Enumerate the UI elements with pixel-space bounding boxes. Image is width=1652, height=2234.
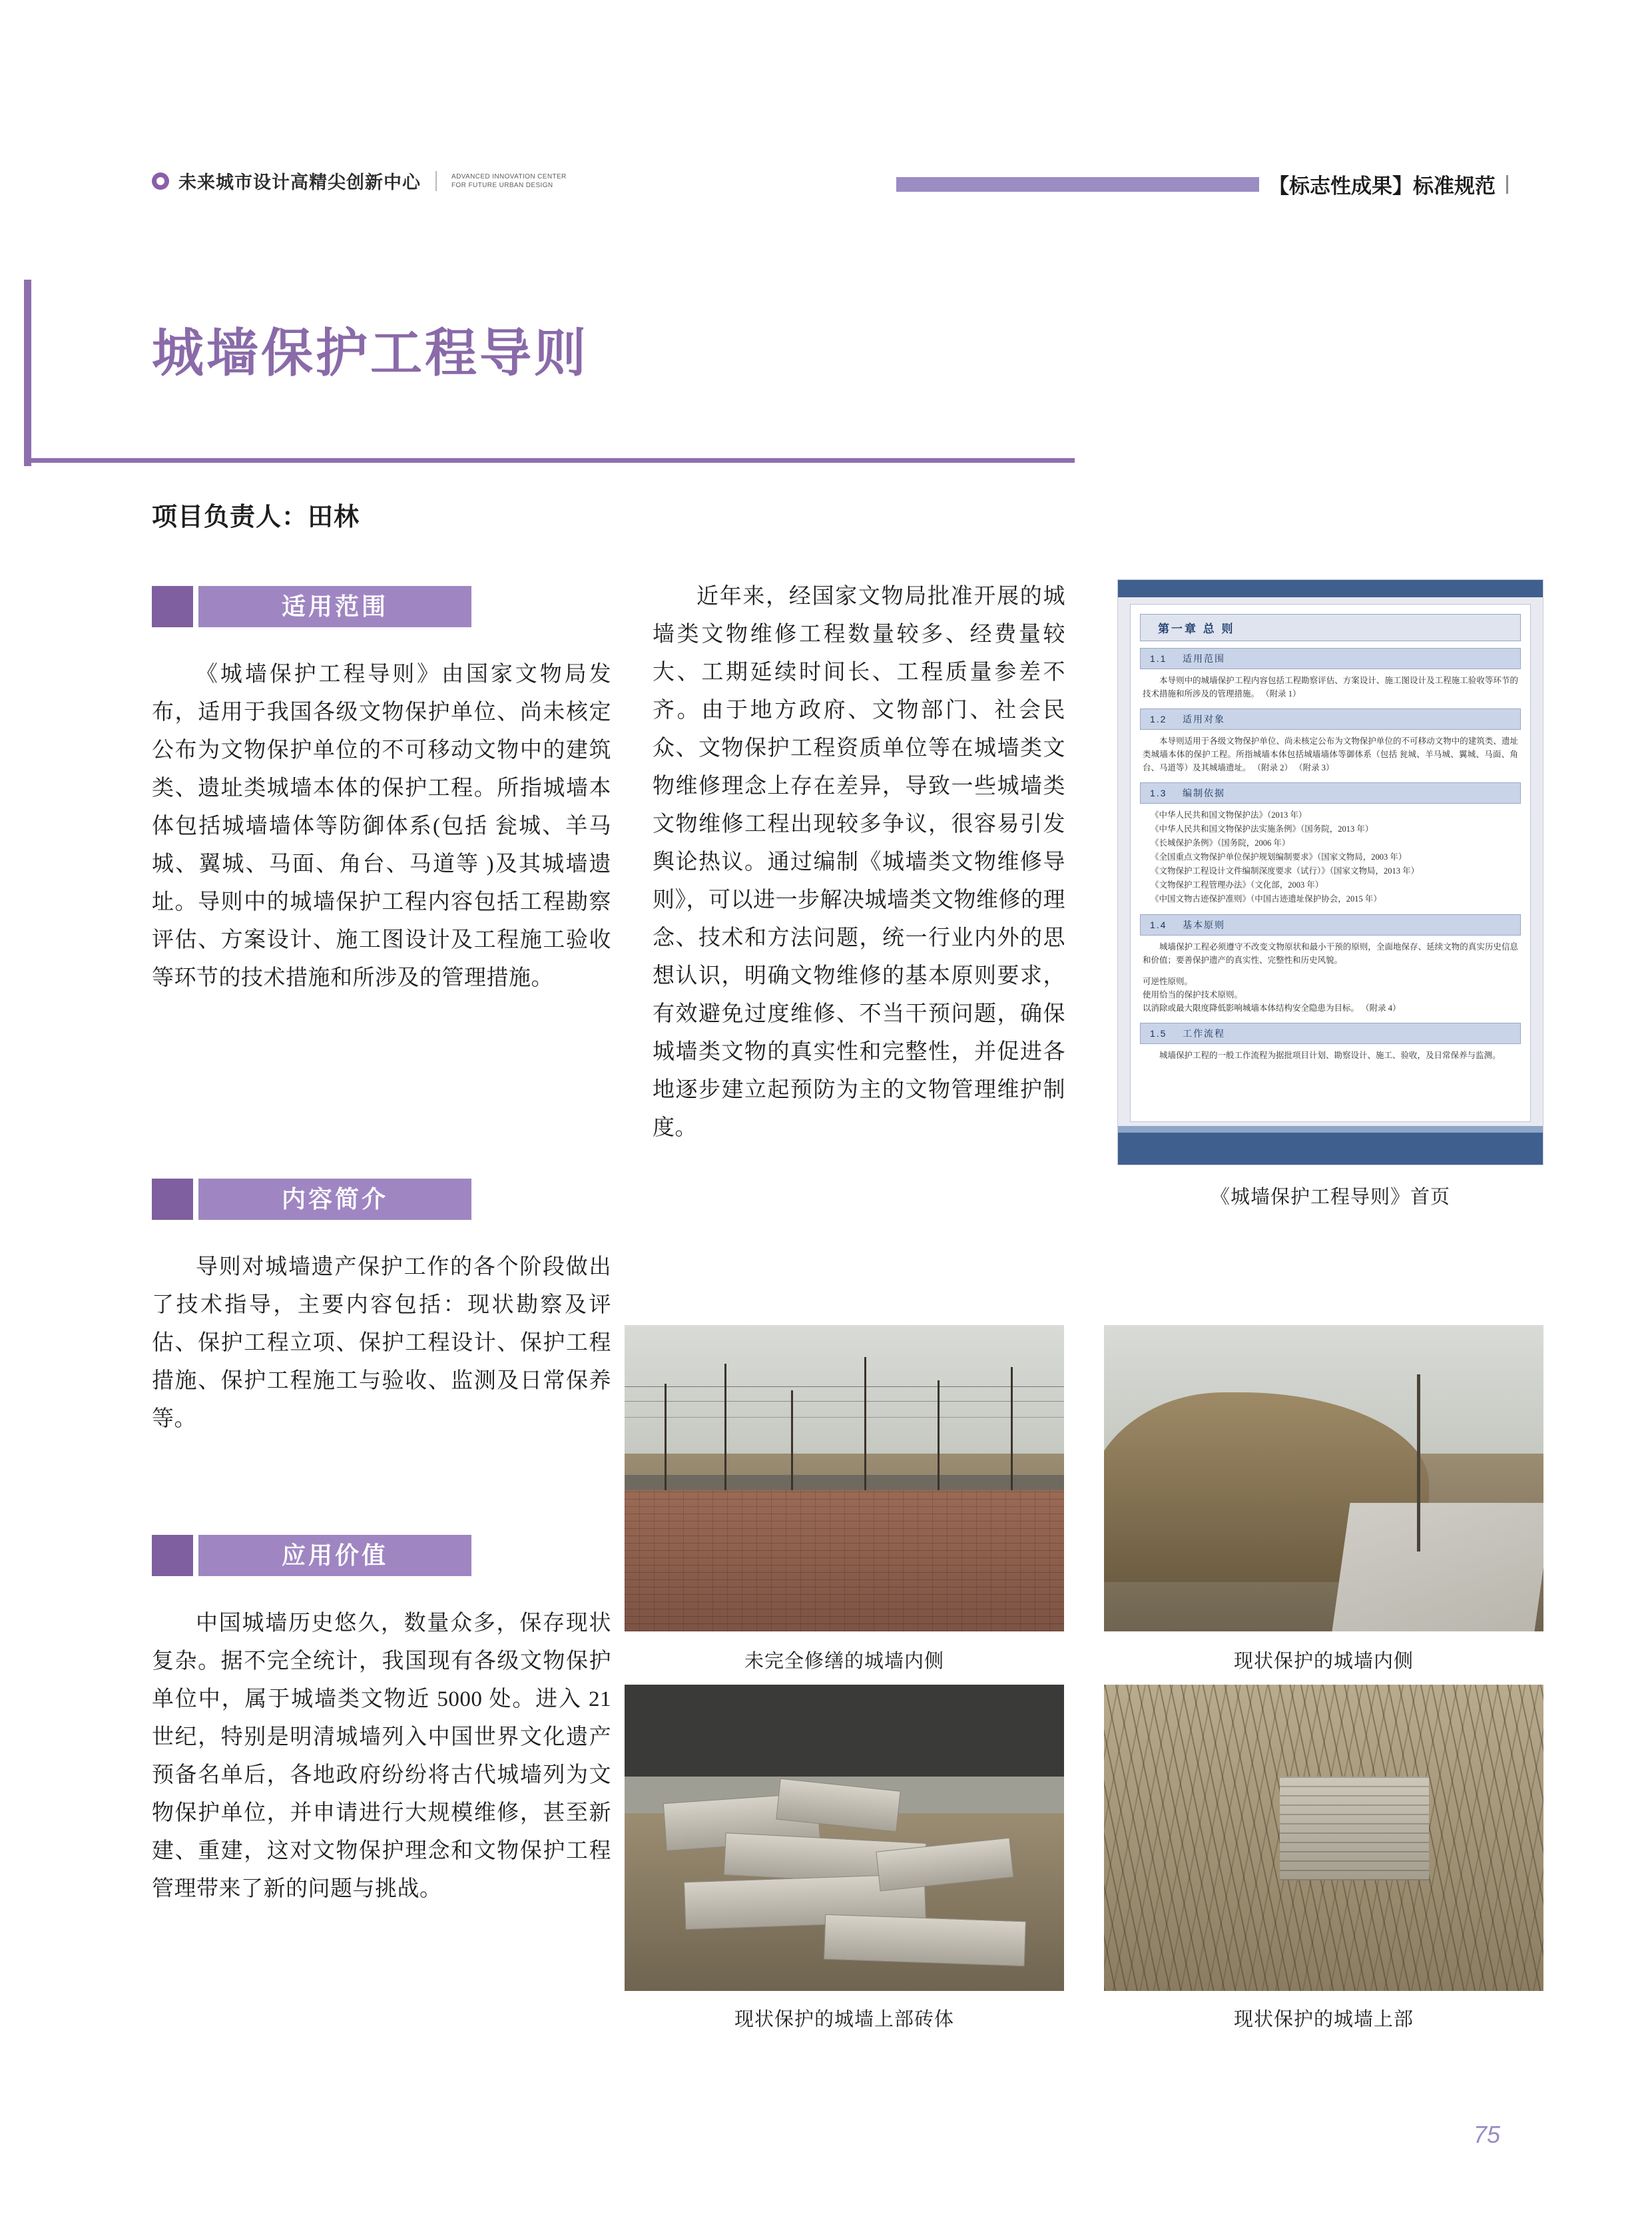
photo-preserved-upper-wall xyxy=(1104,1685,1543,1991)
document-cover-image xyxy=(1117,579,1543,1165)
logo-chinese-name: 未来城市设计高精尖创新中心 xyxy=(178,172,421,192)
logo-english-line-1: ADVANCED INNOVATION CENTER xyxy=(451,172,567,180)
photo-caption-2: 现状保护的城墙内侧 xyxy=(1233,1651,1414,1672)
section-tab-icon xyxy=(152,586,193,627)
photo-caption-1: 未完全修缮的城墙内侧 xyxy=(744,1651,944,1672)
photo-sky xyxy=(625,1325,1064,1454)
doc-section-4-body: 城墙保护工程必须遵守不改变文物原状和最小干预的原则，全面地保存、延续文物的真实历史信息和价值；要善保护遗产的真实性、完整性和历史风貌。 xyxy=(1143,942,1518,965)
photo-tree xyxy=(724,1364,726,1490)
doc-section-3-heading xyxy=(1140,782,1521,804)
photo-tree xyxy=(791,1390,793,1490)
doc-reference-item: 《全国重点文物保护单位保护规划编制要求》（国家文物局，2003 年） xyxy=(1151,852,1407,862)
title-underline-rule xyxy=(24,458,1075,463)
doc-chapter-heading: 第一章 总 则 xyxy=(1140,614,1521,641)
doc-reference-item: 《长城保护条例》（国务院，2006 年） xyxy=(1151,838,1290,848)
photo-unrepaired-inner-wall xyxy=(625,1325,1064,1631)
doc-section-4-heading xyxy=(1140,914,1521,936)
header-right xyxy=(896,169,1508,199)
doc-principle-item: 以消除或最大限度降低影响城墙本体结构安全隐患为目标。 （附录 4） xyxy=(1143,1003,1401,1013)
doc-section-1-heading xyxy=(1140,648,1521,669)
doc-section-3-number: 1.3 xyxy=(1150,788,1167,798)
photo-tree xyxy=(864,1357,866,1490)
logo-mark-icon xyxy=(152,172,169,190)
left-accent-rule xyxy=(24,280,31,466)
photo-caption-3: 现状保护的城墙上部砖体 xyxy=(734,2009,954,2030)
doc-cover-bottom-accent xyxy=(1118,1126,1543,1133)
page-header xyxy=(0,85,1652,198)
doc-cover-top-bar xyxy=(1118,580,1543,597)
section-tab-icon xyxy=(152,1179,193,1220)
doc-principle-item: 使用恰当的保护技术原则。 xyxy=(1143,990,1243,999)
header-accent-bar xyxy=(896,177,1259,192)
project-lead: 项目负责人：田林 xyxy=(152,503,360,531)
logo xyxy=(152,168,567,194)
doc-section-3-list xyxy=(1151,808,1518,906)
photo-wall-cap xyxy=(625,1475,1064,1490)
photo-tree xyxy=(938,1380,940,1490)
doc-reference-item: 《中国文物古迹保护准则》（中国古迹遗址保护协会，2015 年） xyxy=(1151,894,1382,904)
photo-preserved-inner-wall xyxy=(1104,1325,1543,1631)
section-tab-icon xyxy=(152,1535,193,1576)
logo-divider xyxy=(435,171,437,191)
doc-reference-item: 《中华人民共和国文物保护法实施条例》（国务院，2013 年） xyxy=(1151,824,1374,834)
doc-reference-item: 《中华人民共和国文物保护法》（2013 年） xyxy=(1151,810,1307,820)
doc-reference-item: 《文物保护工程管理办法》（文化部，2003 年） xyxy=(1151,880,1324,890)
doc-section-2-heading xyxy=(1140,708,1521,730)
doc-principle-item: 可逆性原则。 xyxy=(1143,977,1193,986)
doc-section-2-number: 1.2 xyxy=(1150,714,1167,724)
doc-section-2-title: 适用对象 xyxy=(1183,714,1226,724)
section-body-summary: 导则对城墙遗产保护工作的各个阶段做出了技术指导，主要内容包括：现状勘察及评估、保护工程立项、保护工程设计、保护工程措施、保护工程施工与验收、监测及日常保养等。 xyxy=(152,1255,611,1431)
page-number: 75 xyxy=(1473,2121,1500,2148)
photo-tree xyxy=(665,1384,667,1490)
doc-section-5-title: 工作流程 xyxy=(1183,1028,1226,1039)
doc-cover-bottom-bar xyxy=(1118,1133,1543,1165)
photo-tree xyxy=(1011,1367,1013,1490)
logo-english-line-2: FOR FUTURE URBAN DESIGN xyxy=(451,181,553,189)
doc-section-4-title: 基本原则 xyxy=(1183,920,1226,930)
doc-reference-item: 《文物保护工程设计文件编制深度要求（试行）》（国家文物局，2013 年） xyxy=(1151,866,1420,876)
doc-section-4-number: 1.4 xyxy=(1150,920,1167,930)
header-title: 【标志性成果】标准规范 xyxy=(1268,174,1496,198)
photo-utility-pole xyxy=(1417,1374,1420,1552)
section-heading-summary-label: 内容简介 xyxy=(281,1185,388,1213)
middle-column-body: 近年来，经国家文物局批准开展的城墙类文物维修工程数量较多、经费量较大、工期延续时间长、工程质量参差不齐。由于地方政府、文物部门、社会民众、文物保护工程资质单位等在城墙类文物维修理念上存在差异，导致一些城墙类文物维修工程出现较多争议，很容易引发舆论热议。通过编制《城墙类文物维修导则》，可以进一步解决城墙类文物维修的理念、技术和方法问题，统一行业内外的思想认识，明确文物维修的基本原则要求，有效避免过度维修、不当干预问题，确保城墙类文物的真实性和完整性，并促进各地逐步建立起预防为主的文物管理维护制度。 xyxy=(653,585,1065,1140)
doc-section-3-title: 编制依据 xyxy=(1183,788,1226,798)
doc-cover-page xyxy=(1130,604,1531,1122)
doc-section-5-body: 城墙保护工程的一般工作流程为据批项目计划、勘察设计、施工、验收，及日常保养与监测。 xyxy=(1159,1051,1501,1060)
photo-brick-wall xyxy=(625,1490,1064,1631)
doc-section-1-number: 1.1 xyxy=(1150,653,1167,664)
section-heading-summary xyxy=(152,1179,471,1220)
section-heading-value xyxy=(152,1535,471,1576)
photo-rubble-slab xyxy=(824,1914,1026,1966)
doc-section-1-title: 适用范围 xyxy=(1183,653,1226,664)
doc-section-5-heading xyxy=(1140,1023,1521,1044)
photo-power-lines xyxy=(625,1386,1064,1387)
photo-background-shade xyxy=(625,1685,1064,1777)
document-cover-caption: 《城墙保护工程导则》首页 xyxy=(1210,1187,1450,1208)
doc-section-1-body: 本导则中的城墙保护工程内容包括工程勘察评估、方案设计、施工图设计及工程施工验收等环节的技术措施和所涉及的管理措施。 （附录 1） xyxy=(1143,676,1518,698)
section-body-value: 中国城墙历史悠久，数量众多，保存现状复杂。据不完全统计，我国现有各级文物保护单位中，属于城墙类文物近 5000 处。进入 21 世纪，特别是明清城墙列入中国世界文化遗产预备名单后，各地政府纷纷将古代城墙列为文物保护单位，并申请进行大规模维修，甚至新建、重建，这对文物保护理念和文物保护工程管理带来了新的问题与挑战。 xyxy=(152,1611,611,1901)
doc-section-2-body: 本导则适用于各级文物保护单位、尚未核定公布为文物保护单位的不可移动文物中的建筑类、遗址类城墙本体的保护工程。所指城墙本体包括城墙墙体等御体系（包括 瓮城、羊马城、翼城、马面、角台、马道等）及其城墙遗址。 （附录 2） （附录 3） xyxy=(1143,736,1518,772)
photo-preserved-upper-brick xyxy=(625,1685,1064,1991)
section-body-scope: 《城墙保护工程导则》由国家文物局发布，适用于我国各级文物保护单位、尚未核定公布为文物保护单位的不可移动文物中的建筑类、遗址类城墙本体的保护工程。所指城墙本体包括城墙墙体等防御体系(包括 瓮城、羊马城、翼城、马面、角台、马道等 )及其城墙遗址。导则中的城墙保护工程内容包括工程勘察评估、方案设计、施工图设计及工程施工验收等环节的技术措施和所涉及的管理措施。 xyxy=(152,663,611,990)
page-title: 城墙保护工程导则 xyxy=(152,324,589,382)
photo-caption-4: 现状保护的城墙上部 xyxy=(1233,2009,1414,2030)
photo-road xyxy=(1332,1503,1543,1631)
section-heading-scope xyxy=(152,586,471,627)
doc-section-4-principles xyxy=(1143,975,1518,1015)
header-tick-mark xyxy=(1506,175,1508,194)
photo-stacked-stone-block xyxy=(1280,1777,1429,1880)
section-heading-value-label: 应用价值 xyxy=(281,1541,388,1569)
logo-english-name xyxy=(451,172,567,190)
section-heading-scope-label: 适用范围 xyxy=(281,593,388,620)
doc-section-5-number: 1.5 xyxy=(1150,1028,1167,1039)
